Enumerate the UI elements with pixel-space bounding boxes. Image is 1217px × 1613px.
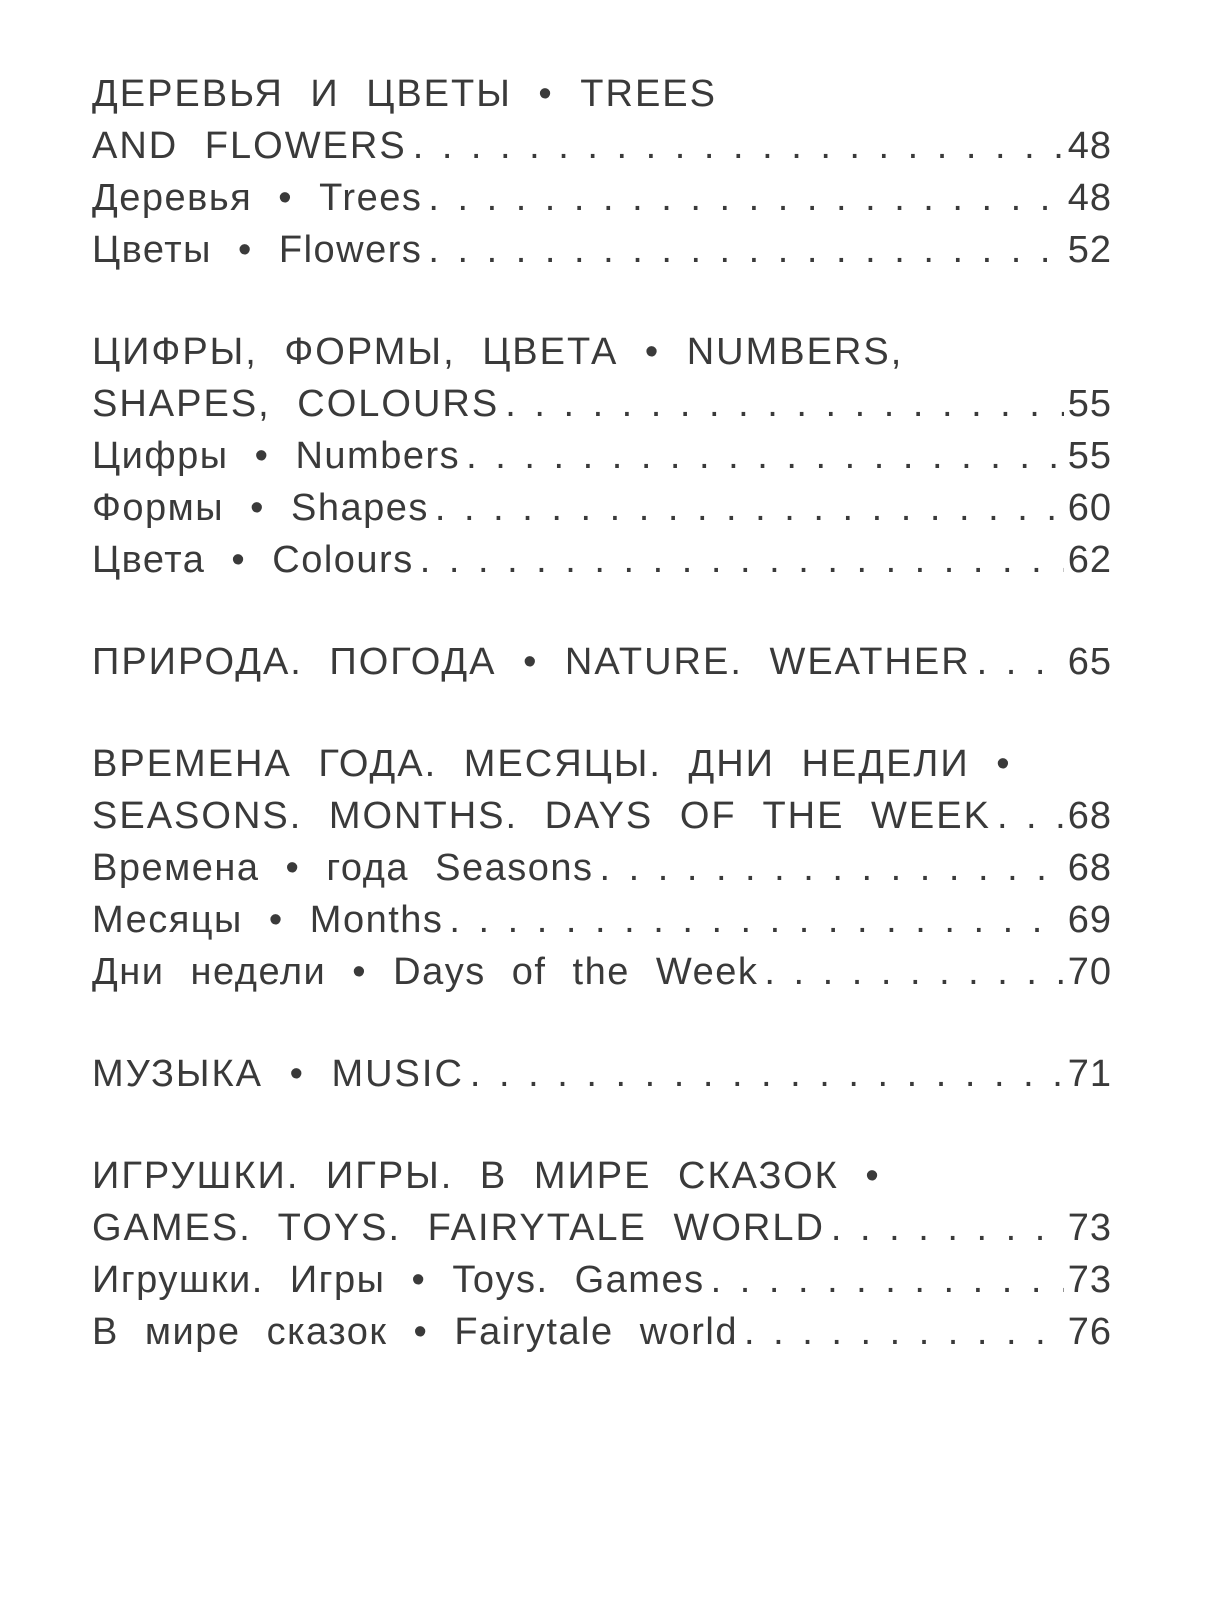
toc-entry[interactable]: [92, 1254, 1112, 1306]
entry-title: Формы • Shapes: [92, 487, 429, 529]
section-heading-line-with-page[interactable]: [92, 636, 1112, 688]
toc-entry[interactable]: [92, 842, 1112, 894]
toc-section: [92, 1150, 1112, 1358]
dot-leader: [599, 842, 1063, 894]
toc-section: [92, 636, 1112, 688]
section-heading-text: SEASONS. MONTHS. DAYS OF THE WEEK: [92, 795, 991, 837]
section-heading-text: ПРИРОДА. ПОГОДА • NATURE. WEATHER: [92, 641, 971, 683]
toc-section: [92, 68, 1112, 276]
table-of-contents: [92, 68, 1112, 1408]
toc-entry[interactable]: [92, 894, 1112, 946]
dot-leader: [977, 636, 1064, 688]
dot-leader: [435, 482, 1064, 534]
toc-entry[interactable]: [92, 534, 1112, 586]
entry-title: Цветы • Flowers: [92, 229, 423, 271]
section-heading-line[interactable]: [92, 68, 1112, 120]
entry-title: Игрушки. Игры • Toys. Games: [92, 1259, 705, 1301]
toc-section: [92, 326, 1112, 586]
section-heading-text: GAMES. TOYS. FAIRYTALE WORLD: [92, 1207, 825, 1249]
page-number: 68: [1067, 847, 1112, 889]
section-heading-line-with-page[interactable]: [92, 120, 1112, 172]
section-heading-text: ДЕРЕВЬЯ И ЦВЕТЫ • TREES: [92, 73, 717, 115]
dot-leader: [764, 946, 1063, 998]
page-number: 60: [1067, 487, 1112, 529]
page-number: 62: [1067, 539, 1112, 581]
dot-leader: [466, 430, 1064, 482]
page-number: 52: [1067, 229, 1112, 271]
page-number: 71: [1067, 1053, 1112, 1095]
dot-leader: [470, 1048, 1064, 1100]
entry-title: Деревья • Trees: [92, 177, 423, 219]
toc-entry[interactable]: [92, 224, 1112, 276]
toc-entry[interactable]: [92, 946, 1112, 998]
page-number: 68: [1067, 795, 1112, 837]
page-number: 73: [1067, 1259, 1112, 1301]
section-heading-text: ЦИФРЫ, ФОРМЫ, ЦВЕТА • NUMBERS,: [92, 331, 904, 373]
dot-leader: [428, 224, 1063, 276]
section-heading-line[interactable]: [92, 1150, 1112, 1202]
page-number: 69: [1067, 899, 1112, 941]
section-heading-text: SHAPES, COLOURS: [92, 383, 500, 425]
dot-leader: [831, 1202, 1064, 1254]
dot-leader: [420, 534, 1064, 586]
page-number: 65: [1067, 641, 1112, 683]
entry-title: Цифры • Numbers: [92, 435, 461, 477]
entry-title: В мире сказок • Fairytale world: [92, 1311, 738, 1353]
section-heading-text: AND FLOWERS: [92, 125, 407, 167]
section-heading-line-with-page[interactable]: [92, 1048, 1112, 1100]
section-heading-text: ИГРУШКИ. ИГРЫ. В МИРЕ СКАЗОК •: [92, 1155, 881, 1197]
dot-leader: [428, 172, 1063, 224]
page-number: 76: [1067, 1311, 1112, 1353]
dot-leader: [413, 120, 1064, 172]
dot-leader: [505, 378, 1064, 430]
dot-leader: [997, 790, 1064, 842]
section-heading-line-with-page[interactable]: [92, 790, 1112, 842]
page-number: 73: [1067, 1207, 1112, 1249]
toc-entry[interactable]: [92, 482, 1112, 534]
toc-section: [92, 738, 1112, 998]
entry-title: Месяцы • Months: [92, 899, 444, 941]
page-number: 70: [1067, 951, 1112, 993]
page-number: 48: [1067, 177, 1112, 219]
dot-leader: [449, 894, 1063, 946]
toc-entry[interactable]: [92, 172, 1112, 224]
toc-entry[interactable]: [92, 1306, 1112, 1358]
section-heading-text: ВРЕМЕНА ГОДА. МЕСЯЦЫ. ДНИ НЕДЕЛИ •: [92, 743, 1012, 785]
entry-title: Времена • года Seasons: [92, 847, 594, 889]
dot-leader: [744, 1306, 1064, 1358]
section-heading-line[interactable]: [92, 738, 1112, 790]
section-heading-line[interactable]: [92, 326, 1112, 378]
page-number: 48: [1067, 125, 1112, 167]
section-heading-line-with-page[interactable]: [92, 1202, 1112, 1254]
page-number: 55: [1067, 383, 1112, 425]
page-number: 55: [1067, 435, 1112, 477]
section-heading-line-with-page[interactable]: [92, 378, 1112, 430]
toc-section: [92, 1048, 1112, 1100]
dot-leader: [711, 1254, 1064, 1306]
entry-title: Цвета • Colours: [92, 539, 414, 581]
entry-title: Дни недели • Days of the Week: [92, 951, 759, 993]
toc-entry[interactable]: [92, 430, 1112, 482]
section-heading-text: МУЗЫКА • MUSIC: [92, 1053, 464, 1095]
